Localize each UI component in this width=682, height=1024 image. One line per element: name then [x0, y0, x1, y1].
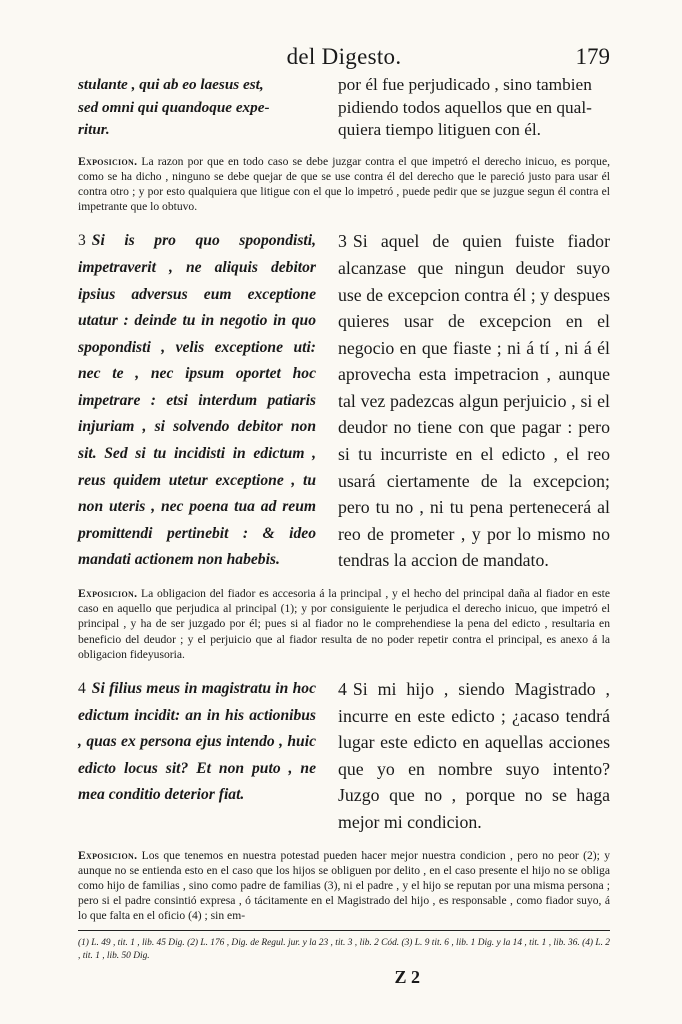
spanish-line: por él fue perjudicado , sino tambien: [338, 75, 592, 94]
spanish-text: Si aquel de quien fuiste fiador alcanzase que ningun deudor suyo use de excepcion contra él ; y despues quieres usar de excepcion en el negocio en que fiaste ; ni á tí , ni á él aprovecha esta impetracion , aunque tal vez padezcas algun perjuicio , si el deudor no tiene con que pagar : pero si tu incurriste en el edicto , el reo usará ciertamente de la excepcion; pero tu no , ni tu pena pertenecerá al reo de prometer , y por lo mismo no tendras la accion de mandato.: [338, 231, 610, 571]
running-title: del Digesto.: [286, 44, 402, 69]
exposicion-1: [78, 154, 610, 215]
exposicion-label: Exposicion.: [78, 848, 138, 862]
latin-text: Si is pro quo spopondisti, impetraverit , ne aliquis debitor ipsius adversus eum exceptione utatur : deinde tu in negotio in quo spopondisti , velis exceptione uti: nec te , nec ipsum oportet hoc impetrare : etsi interdum patiaris injuriam , si solvendo debitor non sit. Sed si tu incidisti in edictum , reus quidem utetur exceptione , tu non uteris , nec poena tua ad reum promittendi pertinebit : & ideo mandati actionem non habebis.: [78, 232, 316, 569]
running-header: [78, 40, 610, 74]
page: [78, 40, 610, 988]
latin-column: [78, 228, 316, 574]
latin-column: [78, 74, 316, 142]
section-4: [78, 676, 610, 836]
section-number: 3: [78, 232, 86, 250]
exposicion-3: [78, 848, 610, 924]
latin-text: Si filius meus in magistratu in hoc edictum incidit: an in his actionibus , quas ex persona ejus intendo , huic edicto locus sit? Et non puto , ne mea conditio deterior fiat.: [78, 680, 316, 804]
section-number: 4: [338, 679, 347, 700]
footnote-divider: [78, 930, 610, 931]
latin-column: [78, 676, 316, 836]
spanish-line: pidiendo todos aquellos que en qual-: [338, 97, 592, 117]
spanish-column: [338, 228, 610, 574]
spanish-column: [338, 74, 610, 142]
latin-line: stulante , qui ab eo laesus est,: [78, 76, 264, 93]
section-number: 4: [78, 680, 86, 698]
spanish-text: Si mi hijo , siendo Magistrado , incurre en este edicto ; ¿acaso tendrá lugar este edicto en aquellas acciones que yo en nombre suyo intento? Juzgo que no , porque no se haga mejor mi condicion.: [338, 679, 610, 833]
footnotes: (1) L. 49 , tit. 1 , lib. 45 Dig. (2) L. 176 , Dig. de Regul. jur. y la 23 , tit. 3 , lib. 2 Cód. (3) L. 9 tit. 6 , lib. 1 Dig. y la 14 , tit. 1 , lib. 36. (4) L. 2 , tit. 1 , lib. 50 Dig.: [78, 937, 610, 961]
continuation-block: [78, 74, 610, 142]
exposicion-label: Exposicion.: [78, 154, 138, 168]
signature-mark: Z 2: [394, 966, 420, 987]
latin-line: sed omni qui quandoque expe-: [78, 98, 270, 116]
exposicion-text: La obligacion del fiador es accesoria á la principal , y el hecho del principal daña al fiador en este caso en aquello que perjudica al principal (1); y por consiguiente le perjudica el derecho inicuo, que impetró el principal , y ha de ser juzgado por él; pues si al fiador no le comprehendiese la pena del edicto , resultaria en beneficio del deudor ; y el perjuicio que al fiador resulta de no poder repetir contra el principal, es anexo á la obligacion fideyusoria.: [78, 587, 610, 661]
spanish-column: [338, 676, 610, 836]
latin-line: ritur.: [78, 121, 110, 138]
exposicion-label: Exposicion.: [78, 587, 138, 601]
exposicion-text: La razon por que en todo caso se debe juzgar contra el que impetró el derecho inicuo, es porque, como se ha dicho , ninguno se debe quejar de que se use contra él del derecho que le pareció justo para usar él contra otro ; y por esto qualquiera que litigue con el que lo impetró , puede pedir que se juzgue segun él contra el impetrante que lo obtuvo.: [78, 154, 610, 214]
exposicion-2: [78, 586, 610, 662]
spanish-line: quiera tiempo litiguen con él.: [338, 120, 541, 139]
page-number: 179: [575, 44, 610, 69]
section-3: [78, 228, 610, 574]
section-number: 3: [338, 231, 347, 252]
exposicion-text: Los que tenemos en nuestra potestad pueden hacer mejor nuestra condicion , pero no peor (2); y aunque no se entienda esto en el caso que los hijos se obliguen por delito , en el caso presente el hijo no se obliga como hijo de familias , sino como padre de familias (3), ni el padre , y el hijo se reputan por una misma persona ; pero si el padre consintió expresa , ó tácitamente en el Magistrado del hijo , es responsable , como fiador suyo, á lo que falta en el oficio (4) ; sin em-: [78, 848, 610, 923]
